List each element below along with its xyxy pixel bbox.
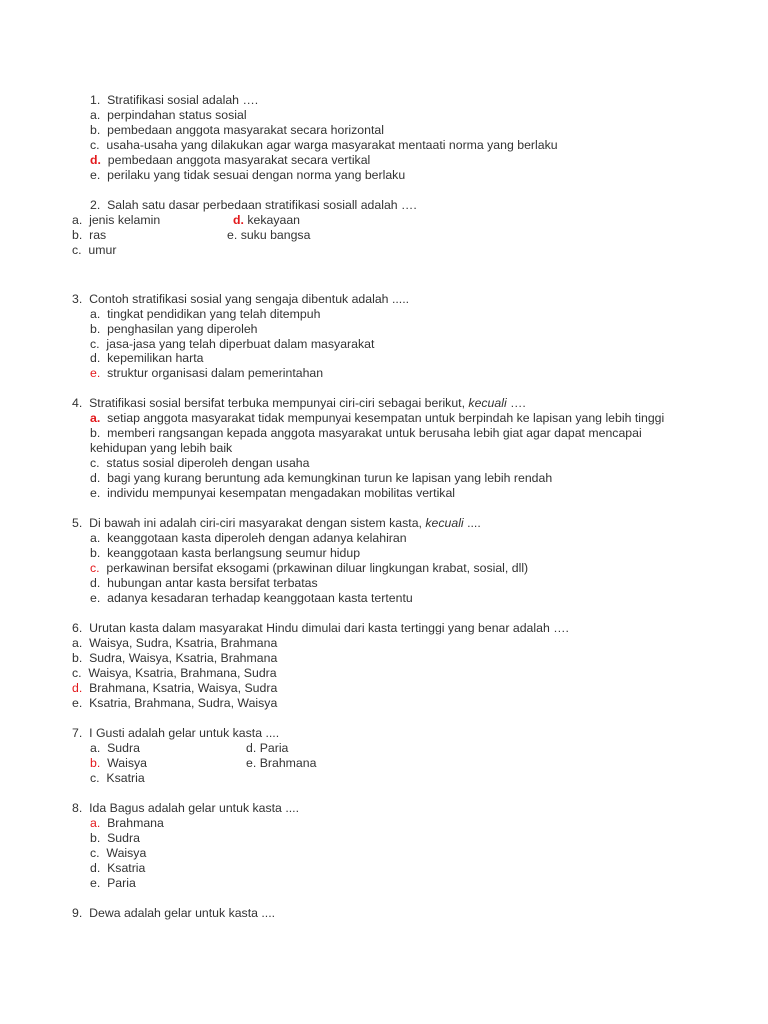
option-answer (90, 411, 664, 426)
option-text: Paria (259, 741, 289, 755)
option (72, 651, 277, 666)
question-text: Dewa adalah gelar untuk kasta .... (89, 906, 276, 920)
answer-letter: d. (90, 153, 101, 167)
option-letter: c. (90, 771, 100, 785)
option-letter: b. (90, 426, 101, 440)
option-letter: e. (90, 876, 101, 890)
option-letter: d. (90, 351, 101, 365)
answer-letter: d. (233, 213, 244, 227)
question-number: 5. (72, 516, 83, 530)
option-letter: a. (90, 307, 101, 321)
question-ellipsis: …. (510, 396, 526, 410)
question-4 (72, 396, 526, 411)
option-text: Waisya, Ksatria, Brahmana, Sudra (88, 666, 277, 680)
option-text: penghasilan yang diperoleh (107, 322, 258, 336)
option (72, 228, 106, 243)
option-letter: b. (72, 651, 83, 665)
option (72, 243, 116, 258)
option-answer (90, 366, 323, 381)
option (246, 756, 316, 771)
option (90, 546, 360, 561)
answer-letter: c. (90, 561, 100, 575)
answer-letter: d. (72, 681, 83, 695)
option (90, 456, 309, 471)
option-text: Waisya, Sudra, Ksatria, Brahmana (89, 636, 278, 650)
option-letter: b. (90, 831, 101, 845)
option-answer (90, 816, 164, 831)
option-text: Ksatria, Brahmana, Sudra, Waisya (89, 696, 278, 710)
option-letter: e. (90, 486, 101, 500)
option-text: kepemilikan harta (107, 351, 204, 365)
emphasis-text: kecuali (468, 396, 507, 410)
option (90, 108, 247, 123)
question-text: Urutan kasta dalam masyarakat Hindu dimulai dari kasta tertinggi yang benar adalah …. (89, 621, 569, 635)
option-text: jasa-jasa yang telah diperbuat dalam masyarakat (106, 337, 375, 351)
option-text: Paria (107, 876, 136, 890)
question-5 (72, 516, 481, 531)
option-text: perpindahan status sosial (107, 108, 247, 122)
option-letter: b. (90, 322, 101, 336)
option-letter: a. (90, 741, 101, 755)
option (90, 771, 145, 786)
option-text: ras (89, 228, 107, 242)
question-ellipsis: .... (467, 516, 481, 530)
option (90, 576, 318, 591)
option-answer (233, 213, 300, 228)
option-letter: e. (227, 228, 238, 242)
question-text: Stratifikasi sosial bersifat terbuka mempunyai ciri-ciri sebagai berikut, (89, 396, 465, 410)
emphasis-text: kecuali (425, 516, 464, 530)
option (90, 741, 140, 756)
option-text: perkawinan bersifat eksogami (prkawinan diluar lingkungan krabat, sosial, dll) (106, 561, 529, 575)
option (90, 486, 455, 501)
question-text: Ida Bagus adalah gelar untuk kasta .... (89, 801, 299, 815)
option-text: setiap anggota masyarakat tidak mempunyai kesempatan untuk berpindah ke lapisan yang lebih tinggi (107, 411, 665, 425)
option-text: pembedaan anggota masyarakat secara vertikal (107, 153, 371, 167)
option (90, 861, 145, 876)
option (90, 168, 405, 183)
question-8 (72, 801, 299, 816)
option-text: struktur organisasi dalam pemerintahan (107, 366, 324, 380)
option-letter: c. (90, 456, 100, 470)
option (90, 337, 374, 352)
option (90, 322, 258, 337)
option-answer (90, 756, 147, 771)
option-text: individu mempunyai kesempatan mengadakan mobilitas vertikal (107, 486, 456, 500)
option-letter: b. (90, 123, 101, 137)
option (90, 138, 558, 153)
question-2 (90, 198, 417, 213)
option-letter: e. (246, 756, 257, 770)
option-letter: b. (90, 546, 101, 560)
option (90, 531, 407, 546)
question-text: Stratifikasi sosial adalah …. (107, 93, 259, 107)
question-7 (72, 726, 279, 741)
option-text: hubungan antar kasta bersifat terbatas (107, 576, 318, 590)
option-text: adanya kesadaran terhadap keanggotaan kasta tertentu (107, 591, 413, 605)
option-text: status sosial diperoleh dengan usaha (106, 456, 310, 470)
option-letter: c. (90, 138, 100, 152)
option-text: Sudra, Waisya, Ksatria, Brahmana (89, 651, 278, 665)
option-text: umur (88, 243, 117, 257)
option-text: Brahmana (107, 816, 164, 830)
option-text: suku bangsa (240, 228, 311, 242)
option-text: tingkat pendidikan yang telah ditempuh (107, 307, 321, 321)
option (90, 846, 146, 861)
option-letter: d. (246, 741, 257, 755)
option-text: Ksatria (106, 771, 145, 785)
question-1 (90, 93, 258, 108)
option-text: Waisya (107, 756, 147, 770)
option-letter: d. (90, 471, 101, 485)
question-text: I Gusti adalah gelar untuk kasta .... (89, 726, 280, 740)
option-letter: e. (90, 168, 101, 182)
question-number: 6. (72, 621, 83, 635)
option-text: usaha-usaha yang dilakukan agar warga masyarakat mentaati norma yang berlaku (106, 138, 558, 152)
option-letter: c. (90, 846, 100, 860)
question-text: Contoh stratifikasi sosial yang sengaja dibentuk adalah ..... (89, 292, 410, 306)
option-letter: a. (90, 531, 101, 545)
option (246, 741, 288, 756)
option-text: kekayaan (247, 213, 300, 227)
question-number: 2. (90, 198, 101, 212)
option-text: memberi rangsangan kepada anggota masyarakat untuk berusaha lebih giat agar dapat mencapai (107, 426, 642, 440)
question-text: Salah satu dasar perbedaan stratifikasi sosiall adalah …. (107, 198, 417, 212)
option-text: kehidupan yang lebih baik (90, 441, 233, 455)
question-number: 1. (90, 93, 101, 107)
option-letter: d. (90, 576, 101, 590)
option-answer (90, 153, 370, 168)
option (90, 591, 413, 606)
option-text: pembedaan anggota masyarakat secara horizontal (107, 123, 384, 137)
question-number: 7. (72, 726, 83, 740)
option-letter: a. (72, 213, 83, 227)
option-text: Sudra (107, 741, 140, 755)
option (227, 228, 310, 243)
answer-letter: a. (90, 816, 101, 830)
question-number: 9. (72, 906, 83, 920)
option (90, 123, 384, 138)
option-answer (72, 681, 277, 696)
option-text: Waisya (106, 846, 147, 860)
question-number: 4. (72, 396, 83, 410)
option-text: Sudra (107, 831, 140, 845)
option-text: keanggotaan kasta berlangsung seumur hidup (107, 546, 361, 560)
option-text: bagi yang kurang beruntung ada kemungkinan turun ke lapisan yang lebih rendah (107, 471, 553, 485)
answer-letter: b. (90, 756, 101, 770)
option-letter: e. (72, 696, 83, 710)
option-text: keanggotaan kasta diperoleh dengan adanya kelahiran (107, 531, 407, 545)
option-letter: d. (90, 861, 101, 875)
question-text: Di bawah ini adalah ciri-ciri masyarakat dengan sistem kasta, (89, 516, 422, 530)
question-3 (72, 292, 409, 307)
option-text: Brahmana, Ksatria, Waisya, Sudra (89, 681, 278, 695)
option-text: perilaku yang tidak sesuai dengan norma yang berlaku (107, 168, 406, 182)
option (90, 876, 136, 891)
option-letter: e. (90, 591, 101, 605)
option-continuation (90, 441, 232, 456)
option-letter: a. (90, 108, 101, 122)
option (72, 213, 160, 228)
option (90, 351, 204, 366)
answer-letter: a. (90, 411, 101, 425)
option (90, 307, 320, 322)
option (90, 426, 642, 441)
answer-letter: e. (90, 366, 101, 380)
option-letter: c. (72, 243, 82, 257)
option-letter: c. (90, 337, 100, 351)
option (72, 666, 277, 681)
option-answer (90, 561, 528, 576)
option-letter: b. (72, 228, 83, 242)
question-9 (72, 906, 275, 921)
question-number: 3. (72, 292, 83, 306)
option-letter: c. (72, 666, 82, 680)
option-text: jenis kelamin (89, 213, 161, 227)
question-6 (72, 621, 569, 636)
option (90, 471, 552, 486)
question-number: 8. (72, 801, 83, 815)
option (90, 831, 140, 846)
option (72, 696, 277, 711)
option (72, 636, 277, 651)
option-letter: a. (72, 636, 83, 650)
option-text: Ksatria (107, 861, 146, 875)
option-text: Brahmana (259, 756, 317, 770)
